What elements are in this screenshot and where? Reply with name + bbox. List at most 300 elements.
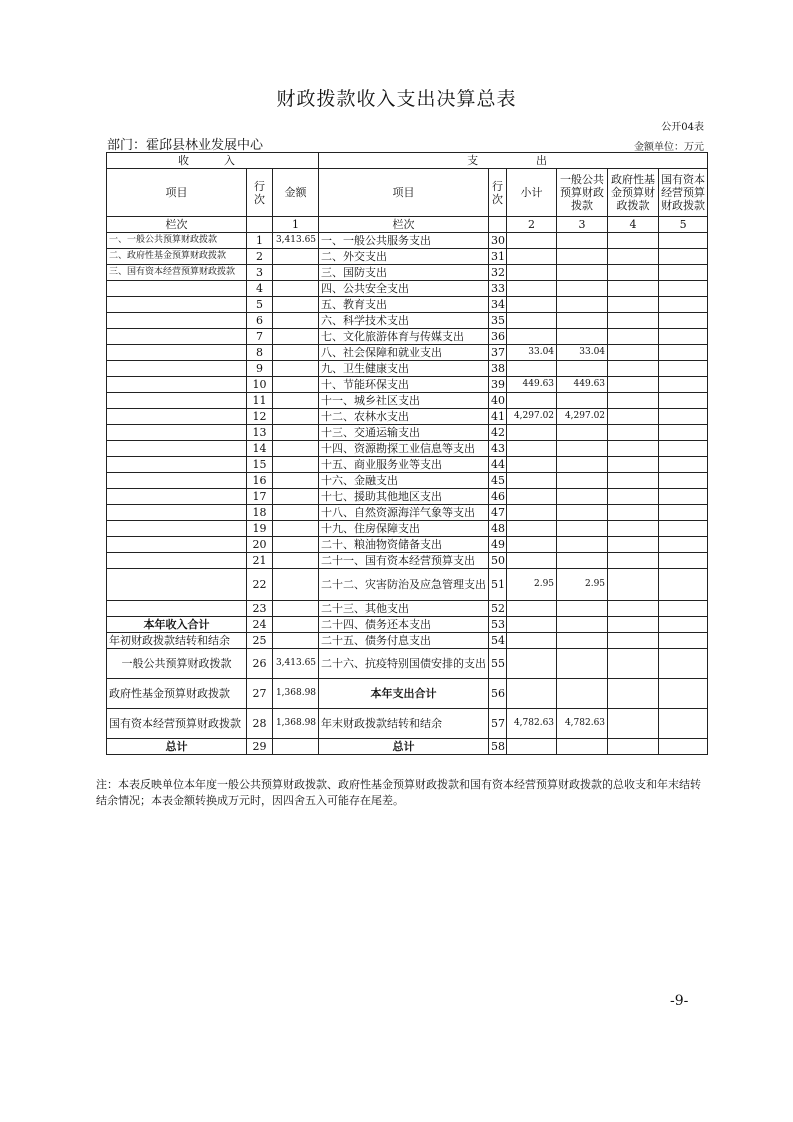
state-capital-value xyxy=(659,313,708,329)
expense-row-no: 44 xyxy=(489,457,507,473)
state-capital-value xyxy=(659,233,708,249)
gov-fund-value xyxy=(608,569,659,601)
income-amount xyxy=(273,633,319,649)
subtotal-value xyxy=(507,739,557,755)
income-item xyxy=(107,505,247,521)
table-row xyxy=(107,233,708,249)
subtotal-value xyxy=(507,425,557,441)
column-number: 5 xyxy=(659,217,708,233)
income-row-no: 18 xyxy=(247,505,273,521)
column-number-label: 栏次 xyxy=(319,217,489,233)
subtotal-value xyxy=(507,361,557,377)
expense-item: 十二、农林水支出 xyxy=(319,409,489,425)
state-capital-value xyxy=(659,521,708,537)
state-capital-value xyxy=(659,377,708,393)
gov-fund-value xyxy=(608,505,659,521)
general-budget-value xyxy=(557,473,608,489)
column-number: 3 xyxy=(557,217,608,233)
expense-row-no: 56 xyxy=(489,679,507,709)
general-budget-value: 449.63 xyxy=(557,377,608,393)
table-row xyxy=(107,345,708,361)
general-budget-value xyxy=(557,601,608,617)
expense-row-no: 48 xyxy=(489,521,507,537)
general-budget-value xyxy=(557,361,608,377)
income-item xyxy=(107,361,247,377)
general-budget-value xyxy=(557,329,608,345)
income-amount xyxy=(273,473,319,489)
income-item: 政府性基金预算财政拨款 xyxy=(107,679,247,709)
expense-row-no: 46 xyxy=(489,489,507,505)
gov-fund-value xyxy=(608,377,659,393)
income-amount xyxy=(273,393,319,409)
budget-summary-table xyxy=(106,152,708,755)
income-item-header: 项目 xyxy=(107,169,247,217)
expense-item: 十四、资源勘探工业信息等支出 xyxy=(319,441,489,457)
table-row xyxy=(107,265,708,281)
expense-item: 二、外交支出 xyxy=(319,249,489,265)
expense-row-no: 30 xyxy=(489,233,507,249)
gov-fund-value xyxy=(608,393,659,409)
state-capital-value xyxy=(659,649,708,679)
subtotal-value xyxy=(507,473,557,489)
expense-row-no: 35 xyxy=(489,313,507,329)
general-budget-value xyxy=(557,457,608,473)
subtotal-value xyxy=(507,393,557,409)
table-row xyxy=(107,739,708,755)
income-item xyxy=(107,441,247,457)
table-row xyxy=(107,679,708,709)
income-item: 一、一般公共预算财政拨款 xyxy=(107,233,247,249)
subtotal-value: 4,297.02 xyxy=(507,409,557,425)
expense-row-no: 43 xyxy=(489,441,507,457)
department-label: 部门：霍邱县林业发展中心 xyxy=(107,138,264,153)
income-row-no: 7 xyxy=(247,329,273,345)
income-row-no: 22 xyxy=(247,569,273,601)
general-budget-value xyxy=(557,489,608,505)
subtotal-value xyxy=(507,329,557,345)
table-row xyxy=(107,489,708,505)
general-budget-value: 33.04 xyxy=(557,345,608,361)
state-capital-value xyxy=(659,281,708,297)
income-row-no: 12 xyxy=(247,409,273,425)
subtotal-value: 33.04 xyxy=(507,345,557,361)
table-row xyxy=(107,313,708,329)
state-capital-value xyxy=(659,441,708,457)
general-budget-value xyxy=(557,633,608,649)
income-amount xyxy=(273,569,319,601)
gov-fund-value xyxy=(608,489,659,505)
income-amount xyxy=(273,361,319,377)
income-item xyxy=(107,569,247,601)
income-amount xyxy=(273,377,319,393)
income-row-no: 20 xyxy=(247,537,273,553)
expense-item: 七、文化旅游体育与传媒支出 xyxy=(319,329,489,345)
state-capital-value xyxy=(659,473,708,489)
expense-item: 一、一般公共服务支出 xyxy=(319,233,489,249)
expense-header: 支 出 xyxy=(319,153,708,169)
general-budget-value xyxy=(557,265,608,281)
subtotal-value xyxy=(507,505,557,521)
expense-item: 四、公共安全支出 xyxy=(319,281,489,297)
income-amount xyxy=(273,505,319,521)
income-amount xyxy=(273,297,319,313)
income-item xyxy=(107,345,247,361)
general-budget-value xyxy=(557,393,608,409)
expense-row-no: 34 xyxy=(489,297,507,313)
expense-item: 十七、援助其他地区支出 xyxy=(319,489,489,505)
table-row xyxy=(107,377,708,393)
state-capital-value xyxy=(659,361,708,377)
expense-item: 十一、城乡社区支出 xyxy=(319,393,489,409)
income-row-no: 5 xyxy=(247,297,273,313)
expense-row-no: 55 xyxy=(489,649,507,679)
expense-row-no: 42 xyxy=(489,425,507,441)
gov-fund-value xyxy=(608,633,659,649)
expense-item: 年末财政拨款结转和结余 xyxy=(319,709,489,739)
income-row-no: 4 xyxy=(247,281,273,297)
expense-row-no: 33 xyxy=(489,281,507,297)
income-amount: 1,368.98 xyxy=(273,709,319,739)
table-row xyxy=(107,601,708,617)
state-capital-value xyxy=(659,489,708,505)
income-amount xyxy=(273,601,319,617)
expense-item: 十三、交通运输支出 xyxy=(319,425,489,441)
gov-fund-value xyxy=(608,649,659,679)
subtotal-value xyxy=(507,521,557,537)
subtotal-value xyxy=(507,265,557,281)
column-number: 1 xyxy=(273,217,319,233)
income-row-no: 13 xyxy=(247,425,273,441)
expense-row-no: 39 xyxy=(489,377,507,393)
gov-fund-value xyxy=(608,361,659,377)
subtotal-value xyxy=(507,233,557,249)
footnote: 注：本表反映单位本年度一般公共预算财政拨款、政府性基金预算财政拨款和国有资本经营预算财政拨款的总收支和年末结转结余情况；本表金额转换成万元时，因四舍五入可能存在尾差。 xyxy=(96,778,701,807)
expense-item: 九、卫生健康支出 xyxy=(319,361,489,377)
subtotal-header: 小计 xyxy=(507,169,557,217)
gov-fund-value xyxy=(608,601,659,617)
income-row-no: 15 xyxy=(247,457,273,473)
subtotal-value: 2.95 xyxy=(507,569,557,601)
income-row-no: 28 xyxy=(247,709,273,739)
income-amount xyxy=(273,425,319,441)
income-row-no: 9 xyxy=(247,361,273,377)
income-amount xyxy=(273,329,319,345)
gov-fund-value xyxy=(608,537,659,553)
state-capital-value xyxy=(659,345,708,361)
income-row-no: 1 xyxy=(247,233,273,249)
income-item xyxy=(107,377,247,393)
subtotal-value xyxy=(507,679,557,709)
table-row xyxy=(107,521,708,537)
subtotal-value xyxy=(507,457,557,473)
state-capital-header: 国有资本经营预算财政拨款 xyxy=(659,169,708,217)
general-budget-value xyxy=(557,617,608,633)
income-item: 本年收入合计 xyxy=(107,617,247,633)
income-amount xyxy=(273,265,319,281)
expense-row-no: 37 xyxy=(489,345,507,361)
income-item: 二、政府性基金预算财政拨款 xyxy=(107,249,247,265)
general-budget-value xyxy=(557,281,608,297)
subtotal-value: 4,782.63 xyxy=(507,709,557,739)
expense-item: 二十六、抗疫特别国债安排的支出 xyxy=(319,649,489,679)
expense-item: 本年支出合计 xyxy=(319,679,489,709)
table-row xyxy=(107,361,708,377)
general-budget-value xyxy=(557,313,608,329)
subtotal-value xyxy=(507,441,557,457)
income-row-no: 11 xyxy=(247,393,273,409)
gov-fund-value xyxy=(608,233,659,249)
table-row xyxy=(107,441,708,457)
income-header: 收 入 xyxy=(107,153,319,169)
column-number: 2 xyxy=(507,217,557,233)
general-budget-header: 一般公共预算财政拨款 xyxy=(557,169,608,217)
table-row xyxy=(107,569,708,601)
expense-row-no: 53 xyxy=(489,617,507,633)
subtotal-value xyxy=(507,553,557,569)
income-amount xyxy=(273,409,319,425)
subtotal-value xyxy=(507,537,557,553)
income-item xyxy=(107,553,247,569)
income-item xyxy=(107,537,247,553)
expense-item: 十五、商业服务业等支出 xyxy=(319,457,489,473)
income-amount xyxy=(273,739,319,755)
income-amount xyxy=(273,617,319,633)
state-capital-value xyxy=(659,679,708,709)
state-capital-value xyxy=(659,553,708,569)
general-budget-value xyxy=(557,233,608,249)
table-row xyxy=(107,409,708,425)
expense-item: 二十三、其他支出 xyxy=(319,601,489,617)
expense-row-no: 52 xyxy=(489,601,507,617)
subtotal-value xyxy=(507,489,557,505)
income-row-no: 24 xyxy=(247,617,273,633)
gov-fund-value xyxy=(608,521,659,537)
general-budget-value: 4,782.63 xyxy=(557,709,608,739)
income-amount xyxy=(273,521,319,537)
table-row xyxy=(107,329,708,345)
gov-fund-value xyxy=(608,297,659,313)
subtotal-value xyxy=(507,281,557,297)
expense-row-no: 47 xyxy=(489,505,507,521)
expense-row-no: 32 xyxy=(489,265,507,281)
expense-item: 三、国防支出 xyxy=(319,265,489,281)
state-capital-value xyxy=(659,601,708,617)
income-amount xyxy=(273,345,319,361)
state-capital-value xyxy=(659,409,708,425)
income-item: 国有资本经营预算财政拨款 xyxy=(107,709,247,739)
table-row xyxy=(107,425,708,441)
page-number: -9- xyxy=(670,993,689,1009)
income-item xyxy=(107,425,247,441)
income-item xyxy=(107,313,247,329)
income-row-no: 17 xyxy=(247,489,273,505)
table-row xyxy=(107,617,708,633)
income-amount xyxy=(273,489,319,505)
expense-item: 十、节能环保支出 xyxy=(319,377,489,393)
income-item xyxy=(107,297,247,313)
expense-row-no: 41 xyxy=(489,409,507,425)
expense-row-no: 45 xyxy=(489,473,507,489)
state-capital-value xyxy=(659,633,708,649)
subtotal-value: 449.63 xyxy=(507,377,557,393)
income-row-no: 16 xyxy=(247,473,273,489)
income-item xyxy=(107,473,247,489)
state-capital-value xyxy=(659,457,708,473)
income-amount: 3,413.65 xyxy=(273,649,319,679)
table-row xyxy=(107,505,708,521)
gov-fund-value xyxy=(608,281,659,297)
general-budget-value xyxy=(557,521,608,537)
income-row-no: 10 xyxy=(247,377,273,393)
subtotal-value xyxy=(507,249,557,265)
state-capital-value xyxy=(659,505,708,521)
expense-row-no: 31 xyxy=(489,249,507,265)
expense-item: 总计 xyxy=(319,739,489,755)
expense-item: 十八、自然资源海洋气象等支出 xyxy=(319,505,489,521)
subtotal-value xyxy=(507,633,557,649)
subtotal-value xyxy=(507,313,557,329)
table-row xyxy=(107,297,708,313)
table-row xyxy=(107,649,708,679)
expense-item: 二十五、债务付息支出 xyxy=(319,633,489,649)
state-capital-value xyxy=(659,739,708,755)
income-item: 三、国有资本经营预算财政拨款 xyxy=(107,265,247,281)
expense-row-no: 40 xyxy=(489,393,507,409)
state-capital-value xyxy=(659,329,708,345)
income-item: 总计 xyxy=(107,739,247,755)
gov-fund-value xyxy=(608,473,659,489)
expense-item: 六、科学技术支出 xyxy=(319,313,489,329)
general-budget-value xyxy=(557,649,608,679)
expense-item: 八、社会保障和就业支出 xyxy=(319,345,489,361)
state-capital-value xyxy=(659,617,708,633)
income-row-header: 行次 xyxy=(247,169,273,217)
table-row xyxy=(107,473,708,489)
income-row-no: 25 xyxy=(247,633,273,649)
general-budget-value xyxy=(557,297,608,313)
income-row-no: 21 xyxy=(247,553,273,569)
income-item xyxy=(107,521,247,537)
income-amount xyxy=(273,553,319,569)
income-amount: 3,413.65 xyxy=(273,233,319,249)
general-budget-value xyxy=(557,679,608,709)
table-row xyxy=(107,281,708,297)
subtotal-value xyxy=(507,601,557,617)
gov-fund-value xyxy=(608,457,659,473)
income-item xyxy=(107,601,247,617)
income-row-no: 2 xyxy=(247,249,273,265)
gov-fund-value xyxy=(608,409,659,425)
income-row-no: 14 xyxy=(247,441,273,457)
income-amount xyxy=(273,281,319,297)
income-row-no: 6 xyxy=(247,313,273,329)
table-row xyxy=(107,553,708,569)
expense-item: 十九、住房保障支出 xyxy=(319,521,489,537)
amount-unit-label: 金额单位：万元 xyxy=(634,142,704,153)
income-amount xyxy=(273,537,319,553)
gov-fund-value xyxy=(608,441,659,457)
income-item xyxy=(107,281,247,297)
expense-row-no: 49 xyxy=(489,537,507,553)
gov-fund-value xyxy=(608,679,659,709)
gov-fund-value xyxy=(608,553,659,569)
gov-fund-value xyxy=(608,425,659,441)
expense-row-no: 50 xyxy=(489,553,507,569)
gov-fund-header: 政府性基金预算财政拨款 xyxy=(608,169,659,217)
expense-item: 五、教育支出 xyxy=(319,297,489,313)
state-capital-value xyxy=(659,709,708,739)
table-row xyxy=(107,249,708,265)
income-amount xyxy=(273,249,319,265)
expense-row-no: 57 xyxy=(489,709,507,739)
income-amount xyxy=(273,441,319,457)
expense-item: 二十一、国有资本经营预算支出 xyxy=(319,553,489,569)
general-budget-value xyxy=(557,249,608,265)
subtotal-value xyxy=(507,297,557,313)
gov-fund-value xyxy=(608,739,659,755)
state-capital-value xyxy=(659,425,708,441)
income-row-no: 23 xyxy=(247,601,273,617)
subtotal-value xyxy=(507,617,557,633)
table-row xyxy=(107,457,708,473)
state-capital-value xyxy=(659,537,708,553)
income-item xyxy=(107,393,247,409)
column-number: 4 xyxy=(608,217,659,233)
income-item xyxy=(107,409,247,425)
gov-fund-value xyxy=(608,265,659,281)
income-item xyxy=(107,489,247,505)
gov-fund-value xyxy=(608,617,659,633)
form-code: 公开04表 xyxy=(661,122,704,133)
general-budget-value xyxy=(557,505,608,521)
general-budget-value: 2.95 xyxy=(557,569,608,601)
income-amount-header: 金额 xyxy=(273,169,319,217)
income-amount: 1,368.98 xyxy=(273,679,319,709)
income-row-no: 26 xyxy=(247,649,273,679)
table-row xyxy=(107,633,708,649)
gov-fund-value xyxy=(608,313,659,329)
general-budget-value xyxy=(557,441,608,457)
expense-row-no: 51 xyxy=(489,569,507,601)
income-amount xyxy=(273,457,319,473)
income-item: 年初财政拨款结转和结余 xyxy=(107,633,247,649)
state-capital-value xyxy=(659,265,708,281)
income-row-no: 29 xyxy=(247,739,273,755)
income-row-no: 3 xyxy=(247,265,273,281)
expense-item-header: 项目 xyxy=(319,169,489,217)
general-budget-value xyxy=(557,425,608,441)
table-row xyxy=(107,537,708,553)
general-budget-value xyxy=(557,553,608,569)
income-item: 一般公共预算财政拨款 xyxy=(107,649,247,679)
expense-row-header: 行次 xyxy=(489,169,507,217)
income-item xyxy=(107,457,247,473)
expense-item: 十六、金融支出 xyxy=(319,473,489,489)
expense-row-no: 38 xyxy=(489,361,507,377)
state-capital-value xyxy=(659,249,708,265)
table-row xyxy=(107,393,708,409)
expense-row-no: 36 xyxy=(489,329,507,345)
gov-fund-value xyxy=(608,709,659,739)
page-title: 财政拨款收入支出决算总表 xyxy=(276,88,517,110)
state-capital-value xyxy=(659,569,708,601)
expense-row-no: 58 xyxy=(489,739,507,755)
general-budget-value xyxy=(557,537,608,553)
expense-item: 二十四、债务还本支出 xyxy=(319,617,489,633)
expense-item: 二十二、灾害防治及应急管理支出 xyxy=(319,569,489,601)
table-row xyxy=(107,709,708,739)
expense-row-no: 54 xyxy=(489,633,507,649)
